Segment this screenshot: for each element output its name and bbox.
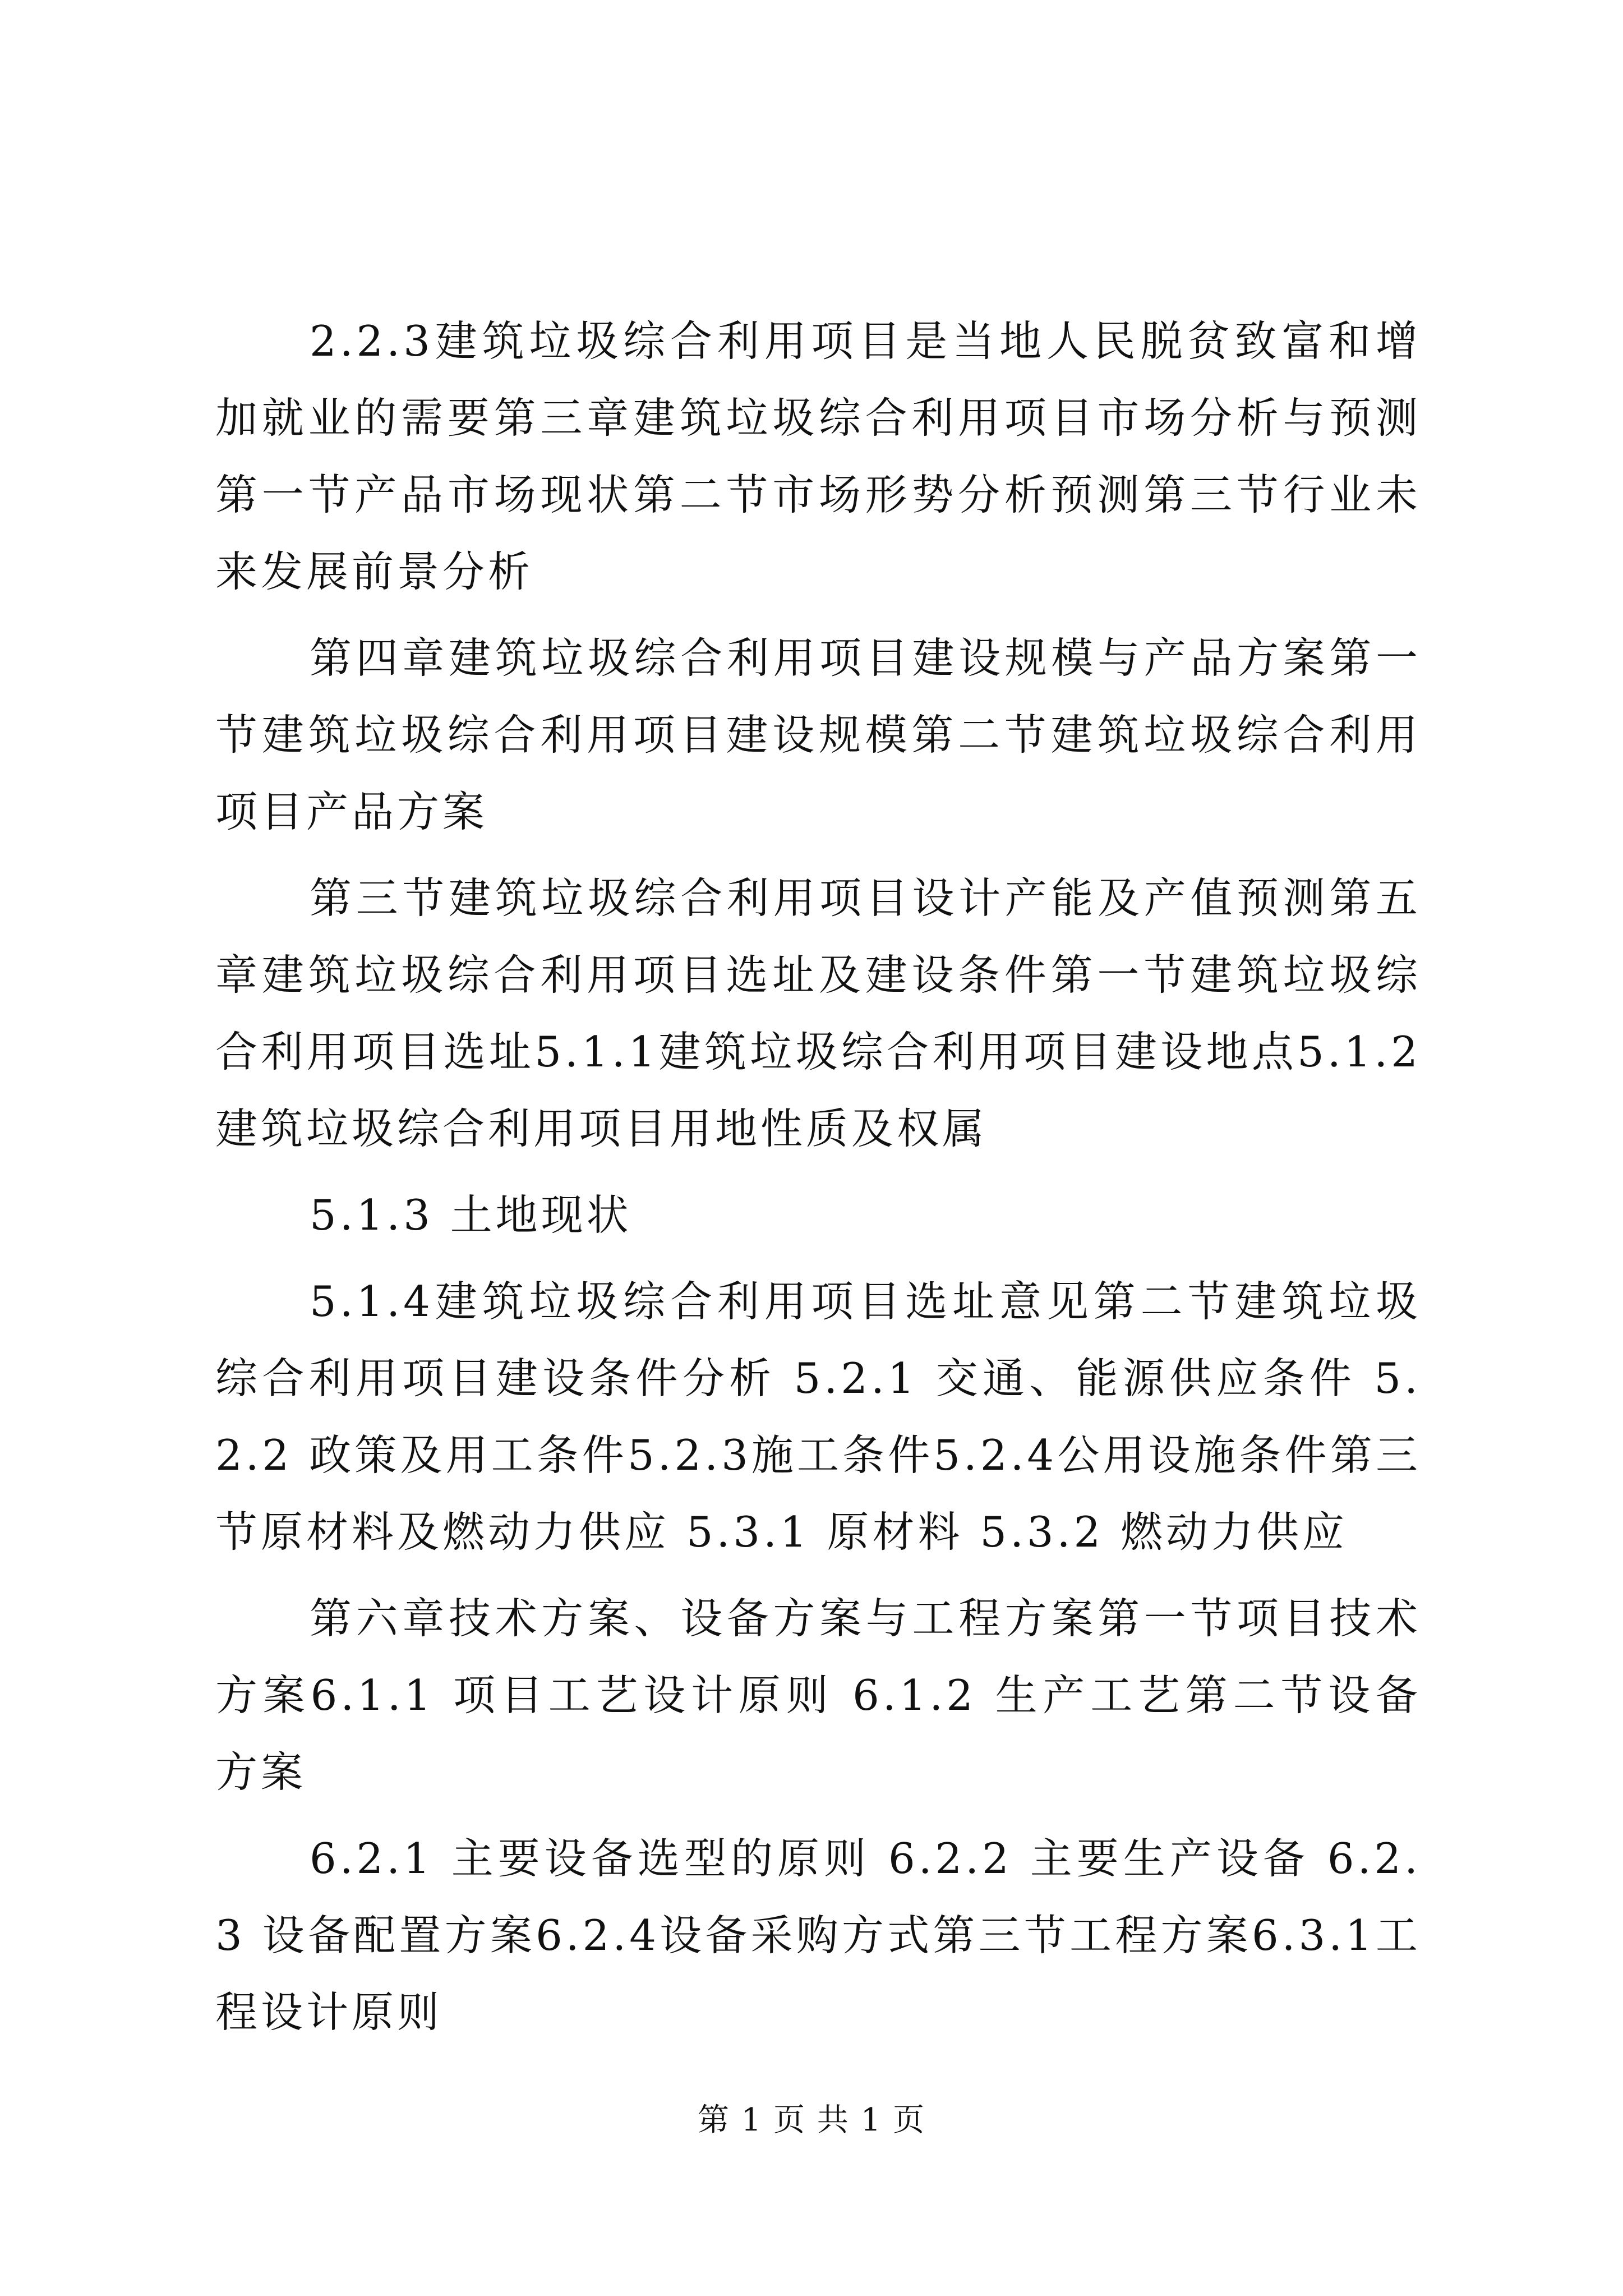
paragraph-7: 6.2.1 主要设备选型的原则 6.2.2 主要生产设备 6.2.3 设备配置方案6.2.4设备采购方式第三节工程方案6.3.1工程设计原则: [215, 1834, 1421, 2037]
paragraph-2: 第四章建筑垃圾综合利用项目建设规模与产品方案第一节建筑垃圾综合利用项目建设规模第二节建筑垃圾综合利用项目产品方案: [215, 633, 1421, 836]
paragraph-3: 第三节建筑垃圾综合利用项目设计产能及产值预测第五章建筑垃圾综合利用项目选址及建设条件第一节建筑垃圾综合利用项目选址5.1.1建筑垃圾综合利用项目建设地点5.1.2建筑垃圾综合利用项目用地性质及权属: [215, 873, 1421, 1153]
paragraph-5: 5.1.4建筑垃圾综合利用项目选址意见第二节建筑垃圾综合利用项目建设条件分析 5.2.1 交通、能源供应条件 5.2.2 政策及用工条件5.2.3施工条件5.2.4公用设施条件第三节原材料及燃动力供应 5.3.1 原材料 5.3.2 燃动力供应: [215, 1277, 1421, 1557]
paragraph-4: 5.1.3 土地现状: [310, 1190, 632, 1240]
page-number-label: 第 1 页 共 1 页: [697, 2102, 926, 2138]
document-body: [215, 303, 1421, 2060]
paragraph-6: 第六章技术方案、设备方案与工程方案第一节项目技术方案6.1.1 项目工艺设计原则 6.1.2 生产工艺第二节设备方案: [215, 1594, 1421, 1797]
paragraph-1: 2.2.3建筑垃圾综合利用项目是当地人民脱贫致富和增加就业的需要第三章建筑垃圾综合利用项目市场分析与预测第一节产品市场现状第二节市场形势分析预测第三节行业未来发展前景分析: [215, 316, 1421, 596]
page-footer: [0, 2098, 1623, 2143]
